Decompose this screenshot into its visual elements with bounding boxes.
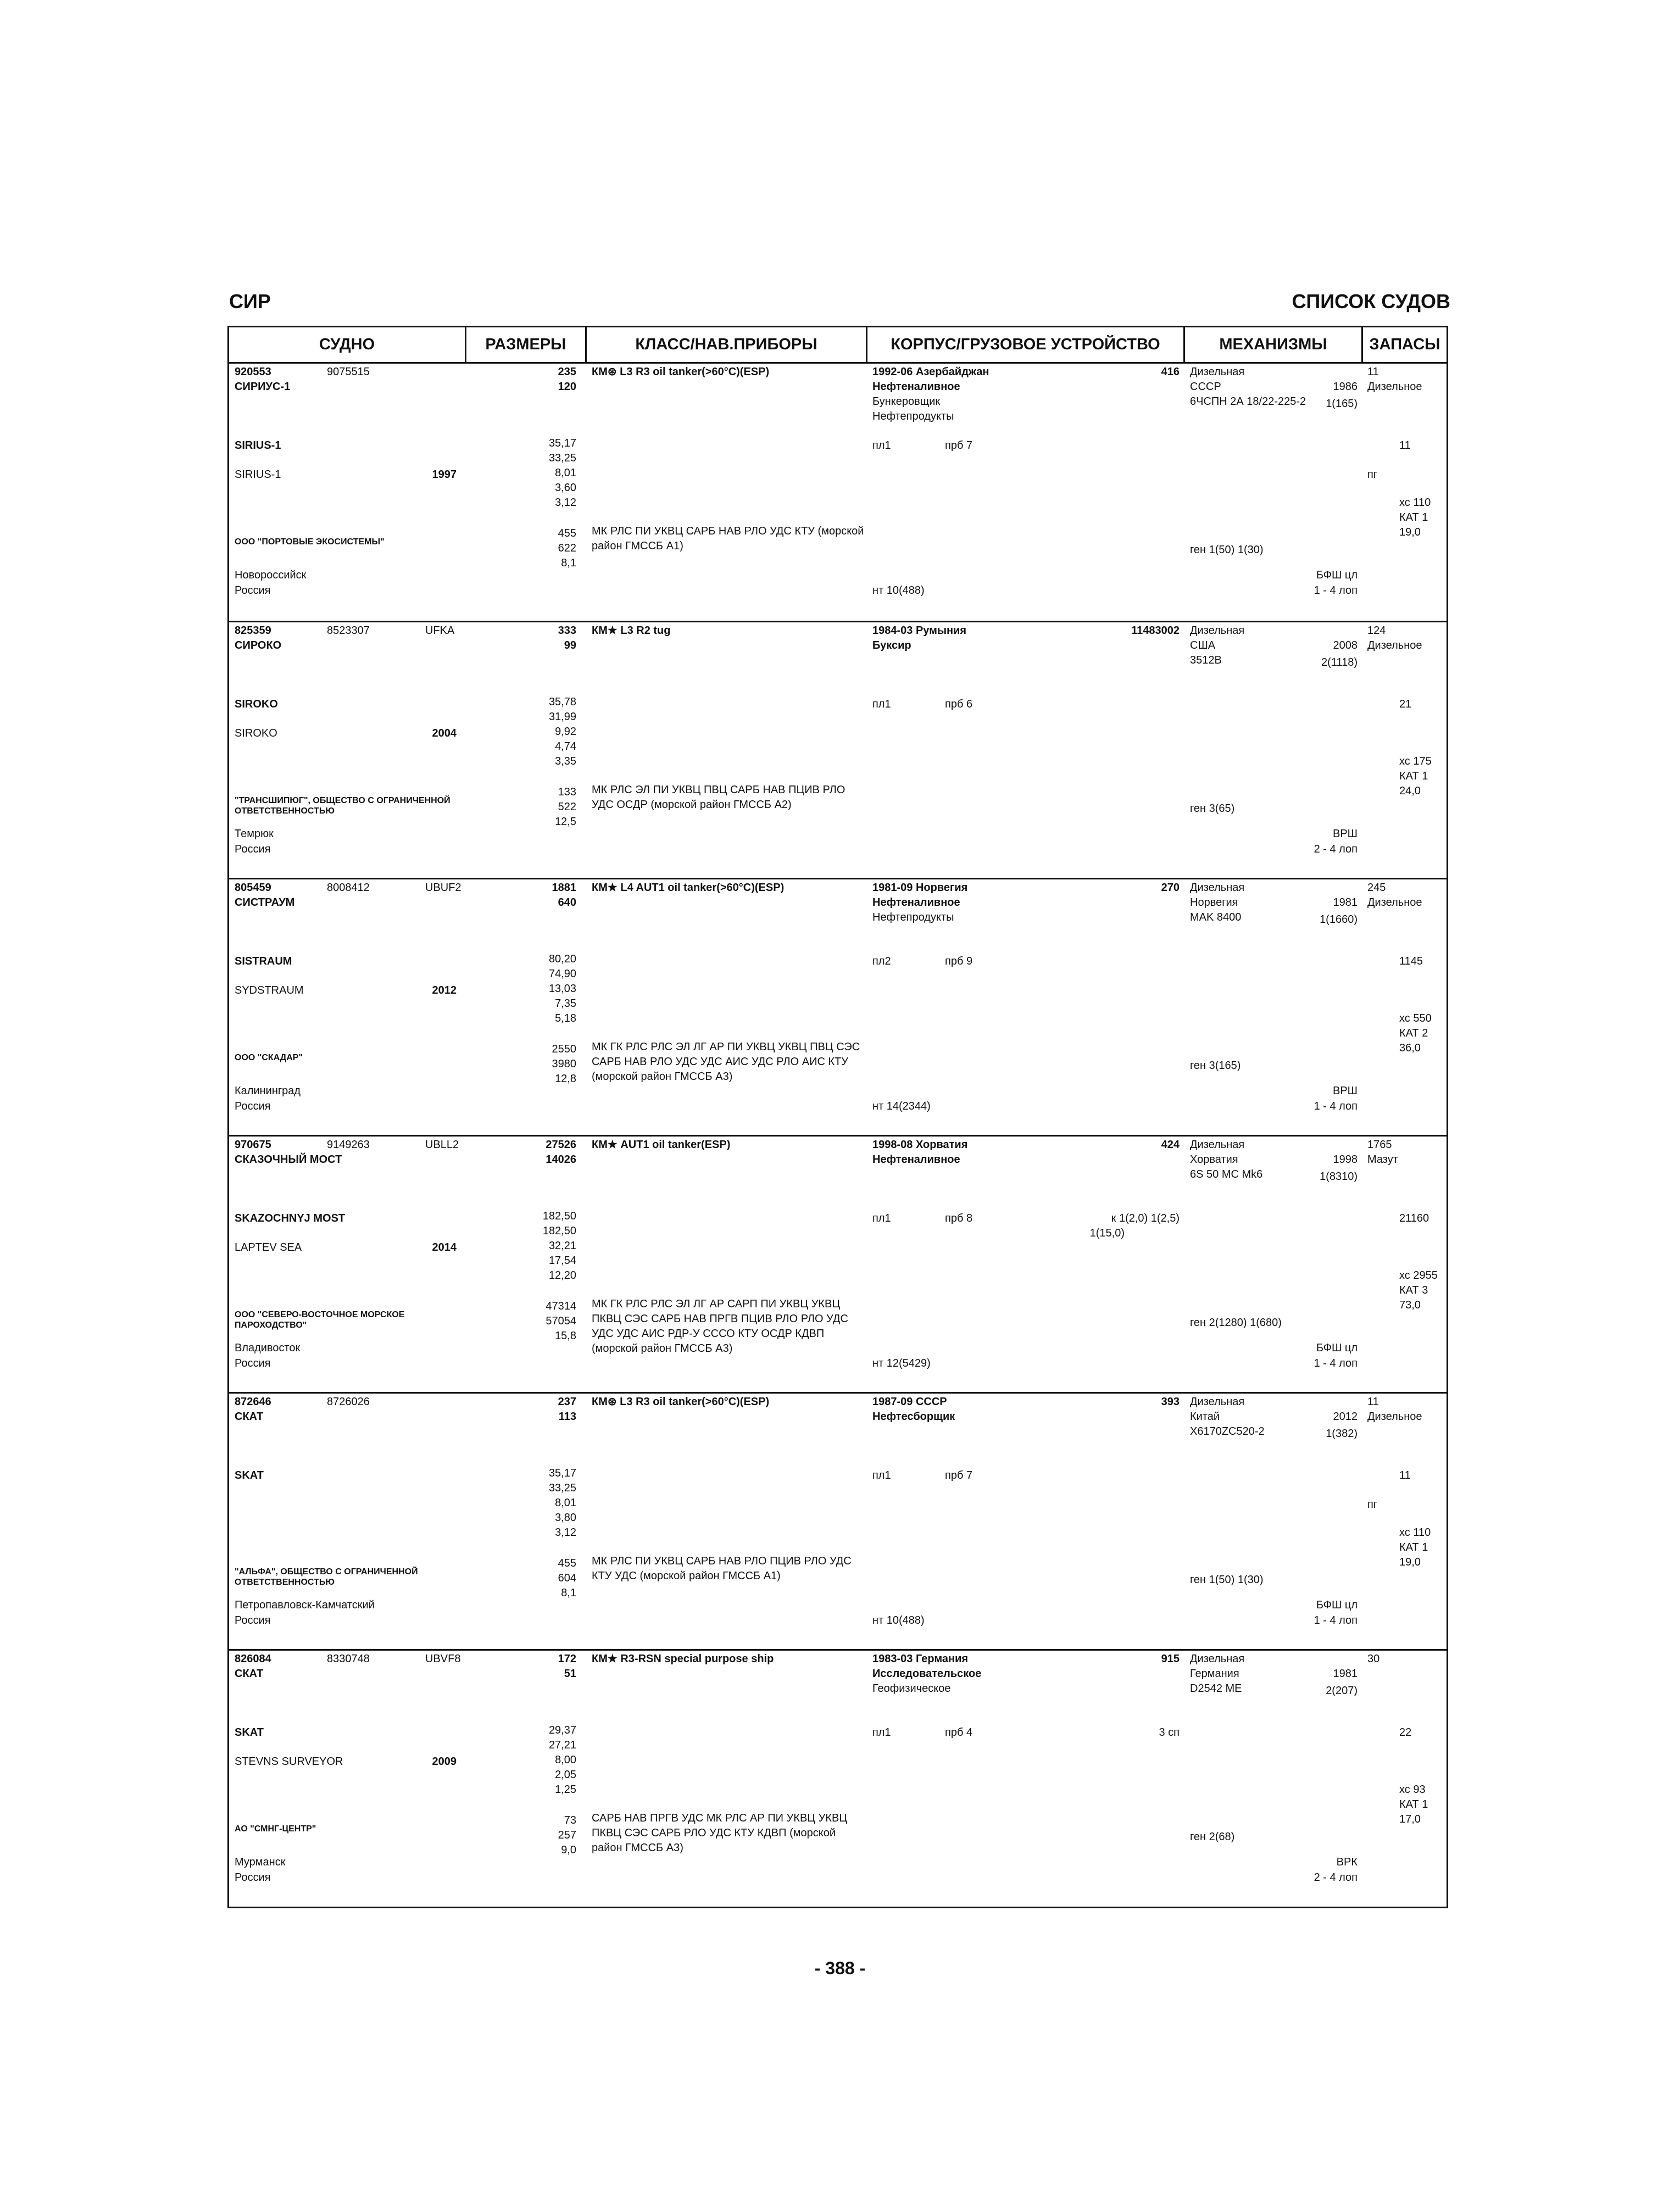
engine-model: D2542 ME [1190, 1683, 1242, 1695]
dimension-depth: 4,74 [555, 740, 576, 753]
hull-build-info: 1992-06 Азербайджан [872, 366, 989, 378]
imo-number: 9075515 [327, 366, 370, 378]
column-header-dimensions: РАЗМЕРЫ [466, 327, 587, 364]
ship-entry [229, 364, 1447, 621]
propeller-blades: 1 - 4 лоп [1314, 1100, 1358, 1112]
column-header-machinery: МЕХАНИЗМЫ [1185, 327, 1363, 364]
supply-fuel: Дизельное [1367, 639, 1422, 651]
former-name: LAPTEV SEA [235, 1241, 302, 1254]
dimension-net-tonnage: 640 [558, 896, 576, 909]
dimension-net-tonnage: 120 [558, 381, 576, 393]
build-year: 1997 [432, 469, 457, 481]
generators: ген 2(68) [1190, 1831, 1235, 1843]
supply-category: КАТ 3 [1399, 1284, 1428, 1296]
dimension-gross-tonnage: 1881 [552, 882, 576, 894]
dimension-length: 35,17 [548, 1467, 576, 1479]
engine-power: 2(1118) [1321, 656, 1358, 669]
dimension-gross-tonnage: 235 [558, 366, 576, 378]
engine-year: 1986 [1333, 381, 1358, 393]
hull-decks: пл1 [872, 1469, 891, 1481]
dimension-deadweight: 455 [558, 527, 576, 539]
dimension-speed: 12,8 [555, 1073, 576, 1085]
imo-number: 8726026 [327, 1396, 370, 1408]
owner: "ТРАНСШИПЮГ", ОБЩЕСТВО С ОГРАНИЧЕННОЙ ОТВЕТСТВЕННОСТЬЮ [235, 796, 450, 816]
registry-number: 826084 [235, 1653, 271, 1665]
owner: ООО "СКАДАР" [235, 1053, 303, 1062]
dimension-gross-tonnage: 27526 [546, 1139, 576, 1151]
dimension-depth: 17,54 [548, 1255, 576, 1267]
ship-name: СИРИУС-1 [235, 381, 291, 393]
dimension-draft: 12,20 [548, 1269, 576, 1282]
engine-model: X6170ZC520-2 [1190, 1425, 1265, 1438]
supply-value: 1765 [1367, 1139, 1392, 1151]
hull-yard-number: 11483002 [1131, 625, 1180, 637]
hull-extra: к 1(2,0) 1(2,5) [1111, 1212, 1180, 1224]
hull-bulkheads: прб 6 [945, 698, 973, 710]
hull-yard-number: 424 [1161, 1139, 1180, 1151]
propeller-blades: 1 - 4 лоп [1314, 1614, 1358, 1626]
hull-bulkheads: прб 7 [945, 439, 973, 452]
hull-decks: пл2 [872, 955, 891, 967]
engine-model: MAK 8400 [1190, 911, 1242, 923]
dimension-displacement: 604 [558, 1572, 576, 1584]
dimension-draft: 3,12 [555, 1527, 576, 1539]
dimension-length: 35,17 [548, 437, 576, 449]
registry-number: 805459 [235, 882, 271, 894]
dimension-draft: 3,12 [555, 497, 576, 509]
hull-type-2: Бункеровщик [872, 395, 941, 408]
propeller-blades: 1 - 4 лоп [1314, 1357, 1358, 1369]
column-header-class: КЛАСС/НАВ.ПРИБОРЫ [587, 327, 867, 364]
dimension-deadweight: 455 [558, 1557, 576, 1569]
navigation-equipment: МК ГК РЛС РЛС ЭЛ ЛГ АР САРП ПИ УКВЦ УКВЦ ПКВЦ СЭС САРБ НАВ ПРГВ ПЦИВ РЛО РЛО УДС УДС УДС АИС РДР-У СССО КТУ ОСДР КДВП (морской район ГМССБ А3) [592, 1298, 848, 1355]
ship-entry [229, 878, 1447, 1135]
hull-tanks: нт 12(5429) [872, 1357, 931, 1369]
engine-power: 1(382) [1326, 1428, 1358, 1440]
hull-tanks: нт 14(2344) [872, 1100, 931, 1112]
generators: ген 2(1280) 1(680) [1190, 1317, 1282, 1329]
registry-number: 872646 [235, 1396, 271, 1408]
dimension-gross-tonnage: 172 [558, 1653, 576, 1665]
supply-category: КАТ 1 [1399, 770, 1428, 782]
dimension-length-pp: 74,90 [548, 968, 576, 980]
dimension-speed: 8,1 [561, 557, 576, 569]
engine-year: 2012 [1333, 1411, 1358, 1423]
ship-entry [229, 1649, 1447, 1906]
ship-name-latin: SKAT [235, 1469, 264, 1481]
former-name: SIRIUS-1 [235, 469, 281, 481]
supply-autonomy: 36,0 [1399, 1042, 1421, 1054]
propeller-blades: 1 - 4 лоп [1314, 584, 1358, 597]
dimension-length: 35,78 [548, 696, 576, 708]
propeller-type: БФШ цл [1316, 569, 1358, 581]
hull-type-1: Буксир [872, 639, 911, 651]
navigation-equipment: МК РЛС ЭЛ ПИ УКВЦ ПВЦ САРБ НАВ ПЦИВ РЛО УДС ОСДР (морской район ГМССБ А2) [592, 784, 845, 811]
ship-entry [229, 1135, 1447, 1392]
supply-crew: хс 110 [1399, 497, 1431, 509]
registry-number: 970675 [235, 1139, 271, 1151]
ship-name-latin: SIRIUS-1 [235, 439, 281, 452]
dimension-length-pp: 33,25 [548, 1482, 576, 1494]
header-right-title: СПИСОК СУДОВ [1292, 290, 1450, 313]
supply-fuel-amount: 22 [1399, 1726, 1412, 1739]
engine-country: Германия [1190, 1668, 1239, 1680]
column-header-hull: КОРПУС/ГРУЗОВОЕ УСТРОЙСТВО [867, 327, 1185, 364]
dimension-depth: 3,80 [555, 1512, 576, 1524]
ship-name-latin: SKAT [235, 1726, 264, 1739]
country: Россия [235, 843, 271, 855]
page-number: - 388 - [814, 1958, 866, 1978]
hull-bulkheads: прб 7 [945, 1469, 973, 1481]
engine-country: СССР [1190, 381, 1221, 393]
class-notation: КМ⊛ L3 R3 oil tanker(>60°C)(ESP) [592, 1396, 770, 1408]
dimension-displacement: 257 [558, 1829, 576, 1841]
dimension-deadweight: 47314 [546, 1300, 576, 1312]
country: Россия [235, 584, 271, 597]
ship-name-latin: SISTRAUM [235, 955, 292, 967]
owner: ООО "СЕВЕРО-ВОСТОЧНОЕ МОРСКОЕ ПАРОХОДСТВО" [235, 1310, 405, 1330]
dimension-speed: 9,0 [561, 1844, 576, 1856]
dimension-net-tonnage: 14026 [546, 1154, 576, 1166]
country: Россия [235, 1357, 271, 1369]
hull-type-3: Нефтепродукты [872, 410, 954, 422]
call-sign: UFKA [425, 625, 455, 637]
dimension-displacement: 522 [558, 801, 576, 813]
hull-tanks: нт 10(488) [872, 584, 925, 597]
imo-number: 9149263 [327, 1139, 370, 1151]
column-header-vessel: СУДНО [229, 327, 466, 364]
call-sign: UBUF2 [425, 882, 461, 894]
column-header-supplies: ЗАПАСЫ [1363, 327, 1447, 364]
dimension-draft: 5,18 [555, 1012, 576, 1024]
navigation-equipment: МК РЛС ПИ УКВЦ САРБ НАВ РЛО УДС КТУ (морской район ГМССБ А1) [592, 525, 864, 552]
engine-country: США [1190, 639, 1216, 651]
call-sign: UBLL2 [425, 1139, 459, 1151]
dimension-length: 29,37 [548, 1724, 576, 1736]
class-notation: КМ★ AUT1 oil tanker(ESP) [592, 1139, 731, 1151]
propeller-blades: 2 - 4 лоп [1314, 1871, 1358, 1884]
dimension-length: 182,50 [542, 1210, 576, 1222]
dimension-depth: 7,35 [555, 998, 576, 1010]
engine-type: Дизельная [1190, 366, 1245, 378]
engine-power: 1(1660) [1320, 913, 1358, 926]
class-notation: КМ★ R3-RSN special purpose ship [592, 1653, 774, 1665]
dimension-deadweight: 133 [558, 786, 576, 798]
hull-bulkheads: прб 8 [945, 1212, 973, 1224]
ship-name: СКАЗОЧНЫЙ МОСТ [235, 1154, 342, 1166]
hull-decks: пл1 [872, 1212, 891, 1224]
ship-entry [229, 1392, 1447, 1649]
propeller-type: БФШ цл [1316, 1342, 1358, 1354]
former-name: SYDSTRAUM [235, 984, 304, 996]
hull-type-2: Геофизическое [872, 1683, 951, 1695]
engine-power: 1(165) [1326, 398, 1358, 410]
dimension-breadth: 32,21 [548, 1240, 576, 1252]
supply-category: КАТ 1 [1399, 511, 1428, 523]
propeller-type: ВРК [1336, 1856, 1358, 1868]
supply-note: пг [1367, 469, 1378, 481]
hull-build-info: 1981-09 Норвегия [872, 882, 968, 894]
engine-country: Норвегия [1190, 896, 1238, 909]
engine-year: 1981 [1333, 896, 1358, 909]
navigation-equipment: САРБ НАВ ПРГВ УДС МК РЛС АР ПИ УКВЦ УКВЦ ПКВЦ СЭС САРБ РЛО УДС КТУ КДВП (морской район ГМССБ А3) [592, 1812, 848, 1854]
ship-name-latin: SIROKO [235, 698, 278, 710]
class-notation: КМ★ L4 AUT1 oil tanker(>60°C)(ESP) [592, 882, 785, 894]
owner: "АЛЬФА", ОБЩЕСТВО С ОГРАНИЧЕННОЙ ОТВЕТСТВЕННОСТЬЮ [235, 1567, 418, 1587]
supply-autonomy: 19,0 [1399, 1556, 1421, 1568]
propeller-type: ВРШ [1332, 1085, 1358, 1097]
supply-fuel-amount: 11 [1399, 1469, 1411, 1481]
supply-crew: хс 175 [1399, 755, 1432, 767]
imo-number: 8523307 [327, 625, 370, 637]
home-port: Темрюк [235, 828, 274, 840]
engine-country: Хорватия [1190, 1154, 1238, 1166]
former-name: STEVNS SURVEYOR [235, 1756, 343, 1768]
dimension-speed: 12,5 [555, 816, 576, 828]
navigation-equipment: МК РЛС ПИ УКВЦ САРБ НАВ РЛО ПЦИВ РЛО УДС КТУ УДС (морской район ГМССБ А1) [592, 1555, 852, 1582]
ship-name: СКАТ [235, 1668, 264, 1680]
hull-decks: пл1 [872, 698, 891, 710]
hull-type-2: Нефтепродукты [872, 911, 954, 923]
dimension-length-pp: 33,25 [548, 452, 576, 464]
supply-crew: хс 2955 [1399, 1269, 1438, 1282]
supply-crew: хс 110 [1399, 1527, 1431, 1539]
engine-type: Дизельная [1190, 1653, 1245, 1665]
class-notation: КМ★ L3 R2 tug [592, 625, 671, 637]
ship-entry [229, 621, 1447, 878]
dimension-speed: 8,1 [561, 1587, 576, 1599]
dimension-net-tonnage: 113 [558, 1411, 576, 1423]
home-port: Мурманск [235, 1856, 286, 1868]
dimension-deadweight: 73 [564, 1814, 576, 1826]
home-port: Калининград [235, 1085, 301, 1097]
dimension-breadth: 8,01 [555, 467, 576, 479]
dimension-displacement: 622 [558, 542, 576, 554]
former-name: SIROKO [235, 727, 277, 739]
dimension-length-pp: 27,21 [548, 1739, 576, 1751]
country: Россия [235, 1100, 271, 1112]
dimension-depth: 2,05 [555, 1769, 576, 1781]
supply-value: 124 [1367, 625, 1386, 637]
propeller-blades: 2 - 4 лоп [1314, 843, 1358, 855]
hull-type-1: Нефтесборщик [872, 1411, 955, 1423]
supply-value: 30 [1367, 1653, 1380, 1665]
engine-country: Китай [1190, 1411, 1220, 1423]
hull-build-info: 1983-03 Германия [872, 1653, 969, 1665]
engine-power: 1(8310) [1320, 1171, 1358, 1183]
supply-fuel: Мазут [1367, 1154, 1398, 1166]
hull-tanks: нт 10(488) [872, 1614, 925, 1626]
engine-model: 6ЧСПН 2А 18/22-225-2 [1190, 395, 1306, 408]
dimension-displacement: 57054 [546, 1315, 576, 1327]
country: Россия [235, 1614, 271, 1626]
supply-fuel: Дизельное [1367, 381, 1422, 393]
supply-category: КАТ 2 [1399, 1027, 1428, 1039]
owner: ООО "ПОРТОВЫЕ ЭКОСИСТЕМЫ" [235, 537, 385, 547]
dimension-length: 80,20 [548, 953, 576, 965]
hull-yard-number: 270 [1161, 882, 1180, 894]
owner: АО "СМНГ-ЦЕНТР" [235, 1824, 316, 1834]
call-sign: UBVF8 [425, 1653, 461, 1665]
hull-decks: пл1 [872, 439, 891, 452]
hull-build-info: 1998-08 Хорватия [872, 1139, 968, 1151]
supply-value: 245 [1367, 882, 1386, 894]
supply-autonomy: 19,0 [1399, 526, 1421, 538]
dimension-speed: 15,8 [555, 1330, 576, 1342]
supply-autonomy: 73,0 [1399, 1299, 1421, 1311]
home-port: Петропавловск-Камчатский [235, 1599, 375, 1611]
dimension-net-tonnage: 51 [564, 1668, 576, 1680]
supply-fuel: Дизельное [1367, 1411, 1422, 1423]
engine-model: 6S 50 MC Mk6 [1190, 1168, 1263, 1180]
ship-name: СКАТ [235, 1411, 264, 1423]
propeller-type: БФШ цл [1316, 1599, 1358, 1611]
hull-extra: 3 сп [1159, 1726, 1180, 1739]
home-port: Владивосток [235, 1342, 301, 1354]
generators: ген 1(50) 1(30) [1190, 544, 1264, 556]
supply-note: пг [1367, 1498, 1378, 1511]
hull-yard-number: 393 [1161, 1396, 1180, 1408]
engine-type: Дизельная [1190, 882, 1245, 894]
navigation-equipment: МК ГК РЛС РЛС ЭЛ ЛГ АР ПИ УКВЦ УКВЦ ПВЦ СЭС САРБ НАВ РЛО УДС УДС АИС УДС РЛО АИС КТУ (морской район ГМССБ А3) [592, 1041, 860, 1083]
dimension-gross-tonnage: 333 [558, 625, 576, 637]
supply-autonomy: 24,0 [1399, 785, 1421, 797]
supply-fuel: Дизельное [1367, 896, 1422, 909]
engine-model: 3512В [1190, 654, 1222, 666]
engine-power: 2(207) [1326, 1685, 1358, 1697]
country: Россия [235, 1871, 271, 1884]
dimension-depth: 3,60 [555, 482, 576, 494]
home-port: Новороссийск [235, 569, 307, 581]
dimension-breadth: 13,03 [548, 983, 576, 995]
supply-crew: хс 93 [1399, 1784, 1426, 1796]
imo-number: 8008412 [327, 882, 370, 894]
generators: ген 1(50) 1(30) [1190, 1574, 1264, 1586]
hull-extra-2: 1(15,0) [1089, 1227, 1125, 1239]
ship-name: СИРОКО [235, 639, 282, 651]
dimension-draft: 3,35 [555, 755, 576, 767]
generators: ген 3(165) [1190, 1060, 1241, 1072]
dimension-deadweight: 2550 [552, 1043, 576, 1055]
dimension-displacement: 3980 [552, 1058, 576, 1070]
engine-year: 2008 [1333, 639, 1358, 651]
dimension-length-pp: 182,50 [542, 1225, 576, 1237]
engine-type: Дизельная [1190, 1396, 1245, 1408]
entries-container [229, 364, 1447, 1907]
build-year: 2014 [432, 1241, 457, 1254]
dimension-length-pp: 31,99 [548, 711, 576, 723]
supply-fuel-amount: 11 [1399, 439, 1411, 452]
supply-fuel-amount: 21 [1399, 698, 1412, 710]
dimension-breadth: 8,00 [555, 1754, 576, 1766]
dimension-net-tonnage: 99 [564, 639, 576, 651]
generators: ген 3(65) [1190, 803, 1235, 815]
header-left-title: СИР [229, 290, 271, 313]
build-year: 2009 [432, 1756, 457, 1768]
hull-type-1: Нефтеналивное [872, 381, 960, 393]
dimension-breadth: 8,01 [555, 1497, 576, 1509]
supply-fuel-amount: 1145 [1399, 955, 1423, 967]
propeller-type: ВРШ [1332, 828, 1358, 840]
supply-category: КАТ 1 [1399, 1798, 1428, 1811]
hull-yard-number: 915 [1161, 1653, 1180, 1665]
supply-category: КАТ 1 [1399, 1541, 1428, 1553]
hull-bulkheads: прб 4 [945, 1726, 973, 1739]
class-notation: КМ⊛ L3 R3 oil tanker(>60°C)(ESP) [592, 366, 770, 378]
engine-year: 1981 [1333, 1668, 1358, 1680]
engine-type: Дизельная [1190, 625, 1245, 637]
dimension-breadth: 9,92 [555, 726, 576, 738]
build-year: 2012 [432, 984, 457, 996]
ship-name: СИСТРАУМ [235, 896, 295, 909]
hull-type-1: Нефтеналивное [872, 1154, 960, 1166]
hull-build-info: 1984-03 Румыния [872, 625, 967, 637]
supply-fuel-amount: 21160 [1399, 1212, 1429, 1224]
dimension-draft: 1,25 [555, 1784, 576, 1796]
hull-decks: пл1 [872, 1726, 891, 1739]
dimension-gross-tonnage: 237 [558, 1396, 576, 1408]
engine-type: Дизельная [1190, 1139, 1245, 1151]
supply-crew: хс 550 [1399, 1012, 1432, 1024]
hull-bulkheads: прб 9 [945, 955, 973, 967]
supply-autonomy: 17,0 [1399, 1813, 1421, 1825]
hull-build-info: 1987-09 СССР [872, 1396, 947, 1408]
supply-value: 11 [1367, 366, 1379, 378]
supply-value: 11 [1367, 1396, 1379, 1408]
imo-number: 8330748 [327, 1653, 370, 1665]
registry-number: 920553 [235, 366, 271, 378]
engine-year: 1998 [1333, 1154, 1358, 1166]
hull-yard-number: 416 [1161, 366, 1180, 378]
ship-table [227, 326, 1448, 1908]
registry-number: 825359 [235, 625, 271, 637]
build-year: 2004 [432, 727, 457, 739]
hull-type-1: Исследовательское [872, 1668, 982, 1680]
ship-name-latin: SKAZOCHNYJ MOST [235, 1212, 346, 1224]
hull-type-1: Нефтеналивное [872, 896, 960, 909]
